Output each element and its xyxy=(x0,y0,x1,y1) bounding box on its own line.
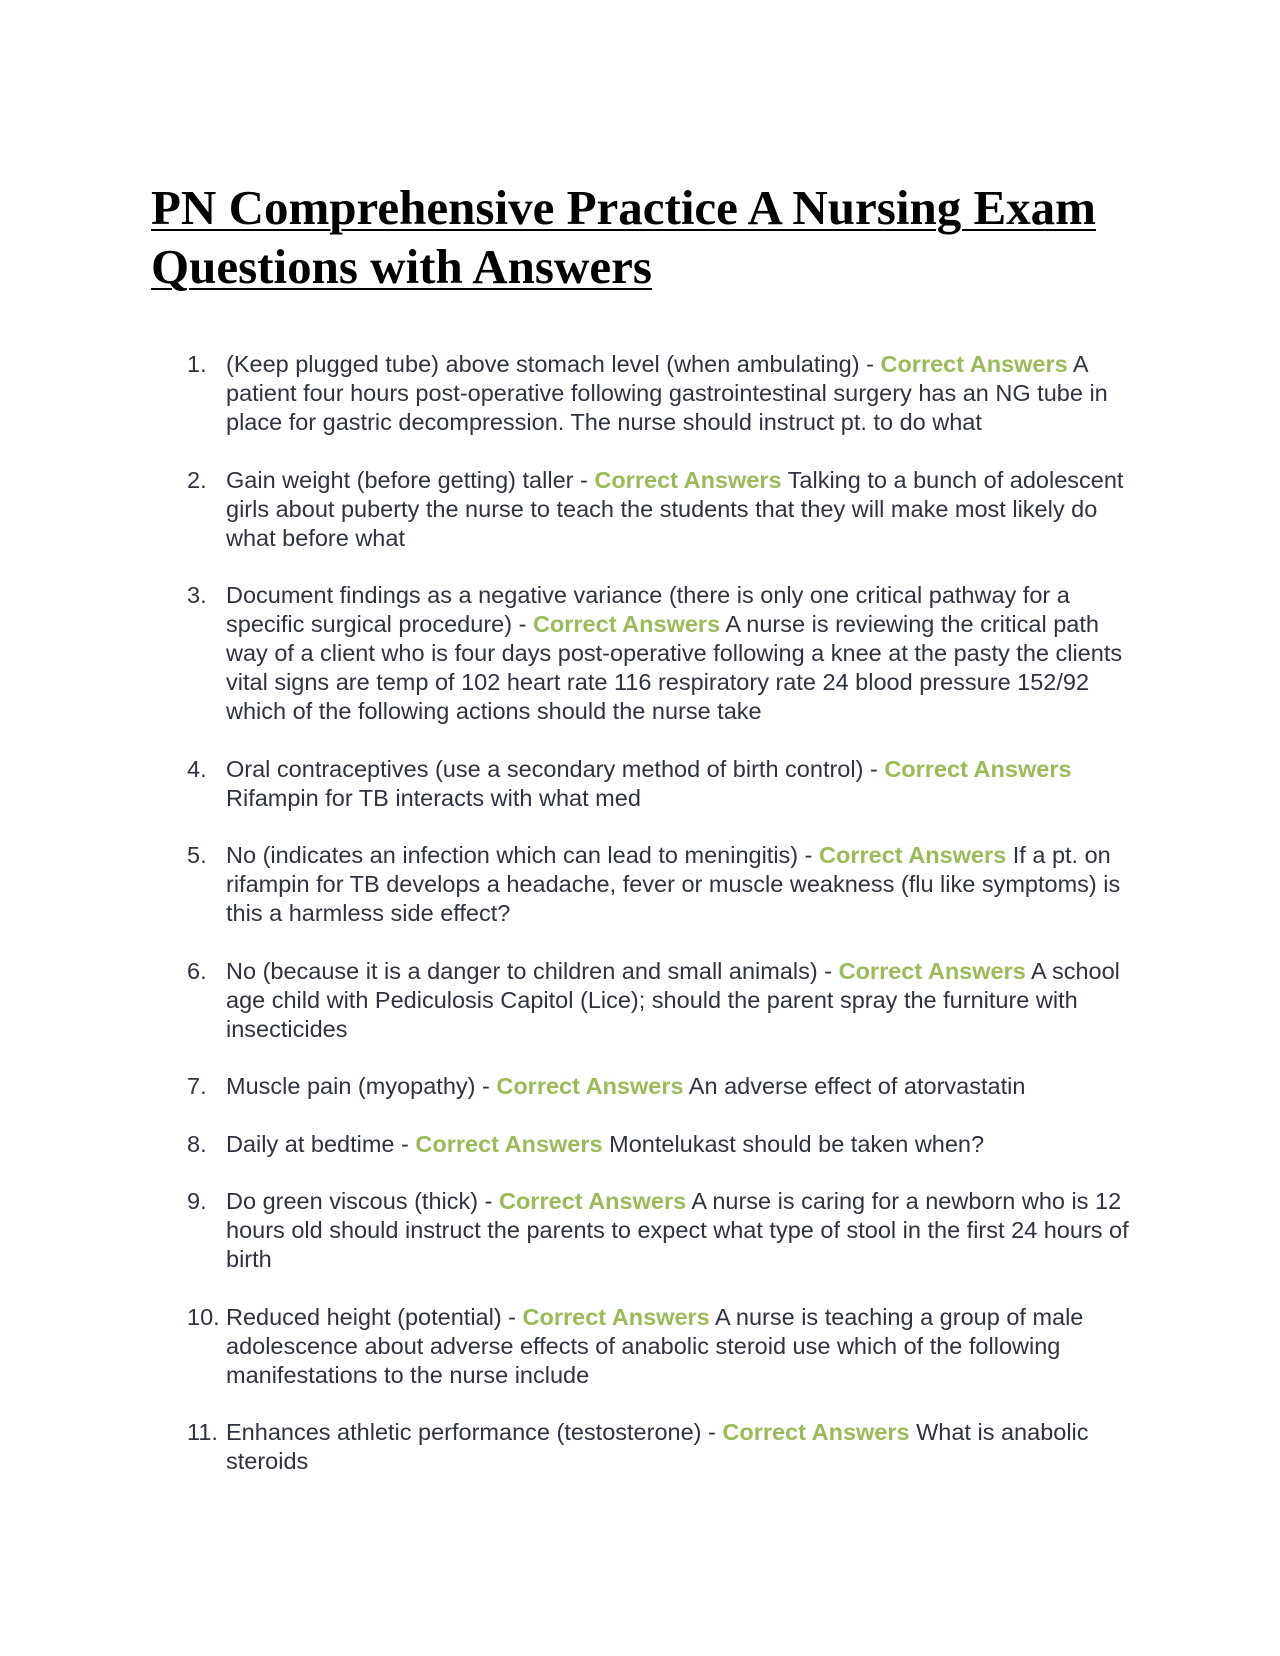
item-number: 4. xyxy=(187,755,207,782)
list-item xyxy=(151,350,1131,437)
separator: - xyxy=(859,351,881,377)
question-text: Talking to a bunch of adolescent girls about puberty the nurse to teach the students that they will make most likely do what before what xyxy=(226,466,1124,551)
separator: - xyxy=(573,466,595,493)
separator: - xyxy=(817,957,839,984)
document-title: PN Comprehensive Practice A Nursing Exam Questions with Answers xyxy=(151,180,1096,294)
separator: - xyxy=(478,1188,499,1214)
separator: - xyxy=(798,842,820,868)
question-text: A patient four hours post-operative following gastrointestinal surgery has an NG tube in place for gastric decompression. The nurse should instruct pt. to do what xyxy=(226,351,1108,435)
question-text: A nurse is teaching a group of male adolescence about adverse effects of anabolic steroid use which of the following manifestations to the nurse include xyxy=(226,1303,1084,1388)
correct-answers-label: Correct Answers xyxy=(415,1130,603,1157)
question-text: If a pt. on rifampin for TB develops a headache, fever or muscle weakness (flu like symptoms) is this a harmless side effect? xyxy=(226,842,1121,926)
separator: - xyxy=(394,1130,416,1157)
separator: - xyxy=(512,611,533,637)
question-text: Rifampin for TB interacts with what med xyxy=(226,784,641,811)
answer-text: Reduced height (potential) xyxy=(226,1303,502,1330)
answer-text: Muscle pain (myopathy) xyxy=(226,1073,476,1099)
answer-text: No (because it is a danger to children and small animals) xyxy=(226,957,818,984)
correct-answers-label: Correct Answers xyxy=(880,351,1068,377)
item-number: 11. xyxy=(187,1419,218,1445)
item-number: 7. xyxy=(187,1073,207,1099)
list-item xyxy=(151,1303,1131,1390)
item-number: 6. xyxy=(187,957,207,984)
list-item xyxy=(151,581,1131,726)
item-number: 9. xyxy=(187,1188,207,1214)
item-number: 5. xyxy=(187,842,207,868)
qa-list xyxy=(151,350,1131,1505)
answer-text: Document findings as a negative variance (there is only one critical pathway for a specific surgical procedure) xyxy=(226,582,1070,637)
list-item xyxy=(151,1187,1131,1274)
question-text: A nurse is caring for a newborn who is 12 hours old should instruct the parents to expect what type of stool in the first 24 hours of birth xyxy=(226,1188,1129,1272)
question-text: An adverse effect of atorvastatin xyxy=(688,1073,1026,1099)
correct-answers-label: Correct Answers xyxy=(722,1419,910,1445)
list-item xyxy=(151,957,1131,1044)
correct-answers-label: Correct Answers xyxy=(819,842,1007,868)
separator: - xyxy=(475,1073,497,1099)
separator: - xyxy=(501,1303,523,1330)
answer-text: Gain weight (before getting) taller xyxy=(226,466,574,493)
list-item xyxy=(151,1072,1131,1101)
question-text: A school age child with Pediculosis Capitol (Lice); should the parent spray the furniture with insecticides xyxy=(226,957,1120,1042)
item-number: 3. xyxy=(187,582,207,608)
correct-answers-label: Correct Answers xyxy=(884,755,1072,782)
answer-text: Do green viscous (thick) xyxy=(226,1188,479,1214)
correct-answers-label: Correct Answers xyxy=(838,957,1026,984)
list-item xyxy=(151,1130,1131,1159)
correct-answers-label: Correct Answers xyxy=(532,611,721,637)
list-item xyxy=(151,841,1131,928)
item-number: 8. xyxy=(187,1130,207,1157)
separator: - xyxy=(701,1419,723,1445)
separator: - xyxy=(863,755,885,782)
question-text: What is anabolic steroids xyxy=(226,1419,1089,1474)
item-number: 2. xyxy=(187,466,207,493)
correct-answers-label: Correct Answers xyxy=(496,1073,684,1099)
item-number: 1. xyxy=(187,351,207,377)
answer-text: No (indicates an infection which can lead to meningitis) xyxy=(226,842,799,868)
item-number: 10. xyxy=(187,1303,220,1330)
answer-text: Daily at bedtime xyxy=(226,1130,395,1157)
correct-answers-label: Correct Answers xyxy=(522,1303,710,1330)
list-item xyxy=(151,466,1131,553)
list-item xyxy=(151,755,1131,813)
answer-text: Enhances athletic performance (testosterone) xyxy=(226,1419,702,1445)
correct-answers-label: Correct Answers xyxy=(594,466,782,493)
answer-text: (Keep plugged tube) above stomach level (when ambulating) xyxy=(226,351,860,377)
list-item xyxy=(151,1418,1131,1476)
answer-text: Oral contraceptives (use a secondary method of birth control) xyxy=(226,755,864,782)
question-text: Montelukast should be taken when? xyxy=(609,1130,985,1157)
correct-answers-label: Correct Answers xyxy=(498,1188,687,1214)
question-text: A nurse is reviewing the critical path way of a client who is four days post-operative following a knee at the pasty the clients vital signs are temp of 102 heart rate 116 respiratory rate 24 blood pressure 152/92 which of the following actions should the nurse take xyxy=(226,611,1123,724)
